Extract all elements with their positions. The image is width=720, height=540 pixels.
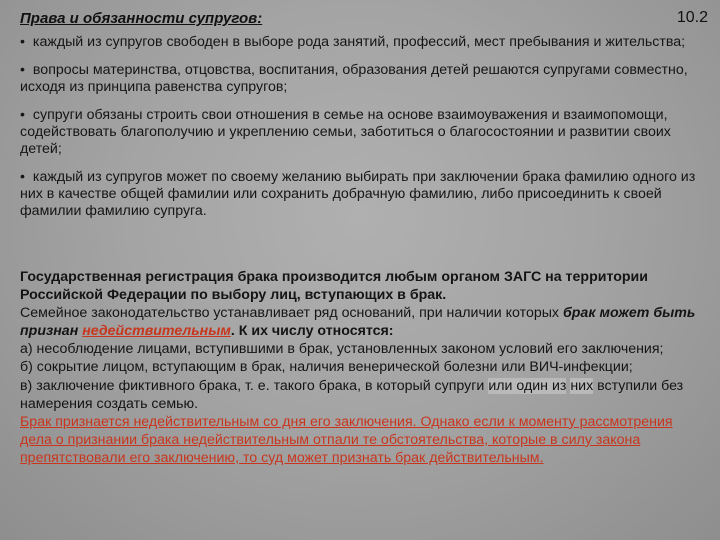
ground-c-highlight-2: них — [570, 377, 594, 394]
bullet-list — [20, 34, 696, 231]
conclusion-paragraph: Брак признается недействительным со дня его заключения. Однако если к моменту рассмотрения дела о признании брака недействительным отпали те обстоятельства, которые в силу закона препятствовали его заключению, то суд может признать брак действительным. — [20, 413, 673, 466]
bullet-text: каждый из супругов свободен в выборе рода занятий, профессий, мест пребывания и жительства; — [32, 34, 686, 50]
slide-number: 10.2 — [676, 9, 708, 26]
ground-c — [20, 377, 698, 413]
bullet-text: вопросы материнства, отцовства, воспитания, образования детей решаются супругами совместно, исходя из принципа равенства супругов; — [20, 62, 688, 95]
ground-c-start: в) заключение фиктивного брака, т. е. такого брака, в который супруги — [20, 377, 485, 394]
bullet-mark: • — [20, 62, 25, 78]
grounds-intro: . К их числу относятся: — [230, 323, 394, 340]
bullet-mark: • — [20, 169, 25, 185]
bullet-text: супруги обязаны строить свои отношения в семье на основе взаимоуважения и взаимопомощи, содействовать благополучию и укреплению семьи, заботиться о благосостоянии и развитии своих детей; — [20, 107, 671, 157]
ground-c-end: вступили без намерения создать семью. — [20, 377, 684, 412]
bullet-text: каждый из супругов может по своему желанию выбирать при заключении брака фамилию одного из них в качестве общей фамилии или сохранить добрачную фамилию, либо присоединить к своей фамилии фамилию супруга. — [20, 169, 696, 219]
invalidity-paragraph — [20, 304, 698, 340]
list-item — [20, 169, 696, 220]
slide-title: Права и обязанности супругов: — [20, 10, 263, 27]
ground-c-highlight-1: или один из — [488, 377, 567, 394]
bullet-mark: • — [20, 34, 25, 50]
ground-b: б) сокрытие лицом, вступающим в брак, наличия венерической болезни или ВИЧ-инфекции; — [20, 359, 633, 376]
body-text — [20, 268, 698, 467]
list-item — [20, 62, 696, 96]
invalid-term: недействительным — [82, 323, 231, 340]
ground-a: а) несоблюдение лицами, вступившими в брак, установленных законом условий его заключения; — [20, 341, 664, 358]
list-item — [20, 107, 696, 158]
registration-paragraph: Государственная регистрация брака производится любым органом ЗАГС на территории Российской Федерации по выбору лиц, вступающих в брак. — [20, 269, 648, 304]
bullet-mark: • — [20, 107, 25, 123]
list-item — [20, 34, 696, 51]
invalidity-intro: Семейное законодательство устанавливает ряд оснований, при наличии которых — [20, 305, 560, 322]
may-be-declared-text: брак может быть признан — [20, 305, 696, 340]
